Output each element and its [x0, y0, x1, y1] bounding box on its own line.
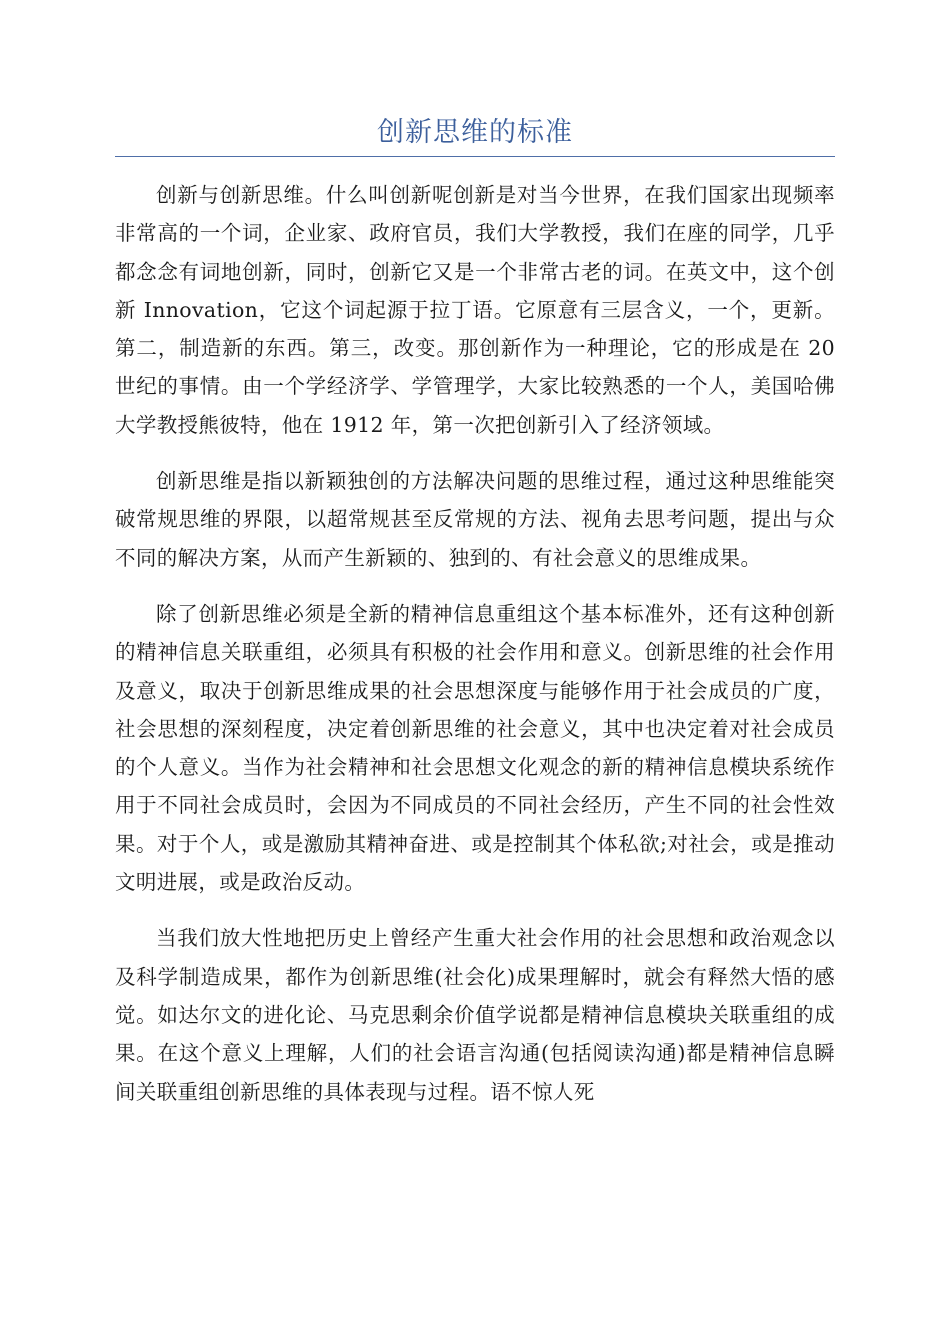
- paragraph: 除了创新思维必须是全新的精神信息重组这个基本标准外，还有这种创新的精神信息关联重组，必须具有积极的社会作用和意义。创新思维的社会作用及意义，取决于创新思维成果的社会思想深度与能够作用于社会成员的广度，社会思想的深刻程度，决定着创新思维的社会意义，其中也决定着对社会成员的个人意义。当作为社会精神和社会思想文化观念的新的精神信息模块系统作用于不同社会成员时，会因为不同成员的不同社会经历，产生不同的社会性效果。对于个人，或是激励其精神奋进、或是控制其个体私欲;对社会，或是推动文明进展，或是政治反动。: [115, 601, 835, 895]
- paragraph: 创新与创新思维。什么叫创新呢创新是对当今世界，在我们国家出现频率非常高的一个词，企业家、政府官员，我们大学教授，我们在座的同学，几乎都念念有词地创新，同时，创新它又是一个非常古老的词。在英文中，这个创新 Innovation，它这个词起源于拉丁语。它原意有三层含义，一个，更新。第二，制造新的东西。第三，改变。那创新作为一种理论，它的形成是在 20 世纪的事情。由一个学经济学、学管理学，大家比较熟悉的一个人，美国哈佛大学教授熊彼特，他在 1912 年，第一次把创新引入了经济领域。: [115, 183, 835, 437]
- document-title: 创新思维的标准: [377, 117, 573, 148]
- document-body: [115, 176, 835, 1129]
- paragraph: 创新思维是指以新颖独创的方法解决问题的思维过程，通过这种思维能突破常规思维的界限，以超常规甚至反常规的方法、视角去思考问题，提出与众不同的解决方案，从而产生新颖的、独到的、有社会意义的思维成果。: [115, 469, 835, 570]
- paragraph: 当我们放大性地把历史上曾经产生重大社会作用的社会思想和政治观念以及科学制造成果，都作为创新思维(社会化)成果理解时，就会有释然大悟的感觉。如达尔文的进化论、马克思剩余价值学说都是精神信息模块关联重组的成果。在这个意义上理解，人们的社会语言沟通(包括阅读沟通)都是精神信息瞬间关联重组创新思维的具体表现与过程。语不惊人死: [115, 926, 835, 1104]
- title-block: [115, 110, 835, 157]
